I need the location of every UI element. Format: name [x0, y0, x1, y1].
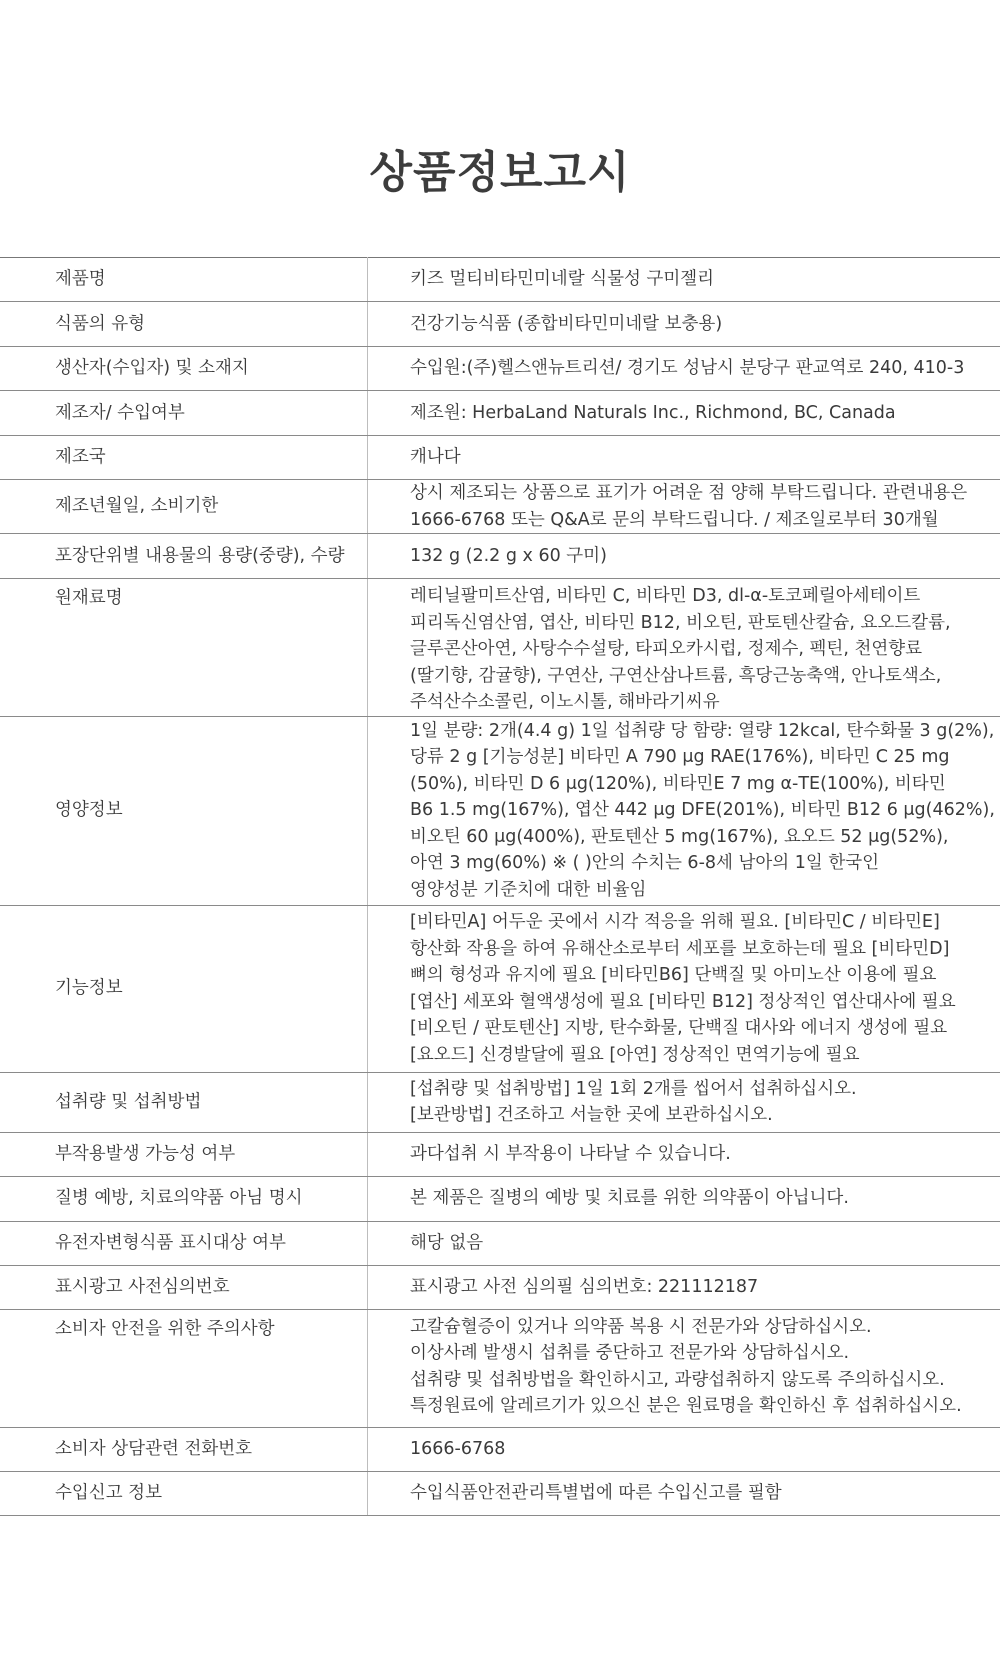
- value-line: 아연 3 mg(60%) ※ ( )안의 수치는 6-8세 남아의 1일 한국인: [410, 853, 880, 874]
- row-value: [368, 579, 1000, 717]
- value-line: 피리독신염산염, 엽산, 비타민 B12, 비오틴, 판토텐산칼슘, 요오드칼륨,: [410, 612, 951, 633]
- product-info-table: [0, 257, 1000, 1516]
- table-row: [0, 347, 1000, 391]
- value-line: 글루콘산아연, 사탕수수설탕, 타피오카시럽, 정제수, 펙틴, 천연향료: [410, 639, 923, 659]
- value-line: [요오드] 신경발달에 필요 [아연] 정상적인 면역기능에 필요: [410, 1044, 860, 1065]
- row-label: 소비자 상담관련 전화번호: [0, 1427, 368, 1471]
- value-line: 제조원: HerbaLand Naturals Inc., Richmond, BC, Canada: [410, 402, 896, 423]
- table-row: [0, 391, 1000, 436]
- value-line: B6 1.5 mg(167%), 엽산 442 μg DFE(201%), 비타민 B12 6 μg(462%),: [410, 800, 995, 821]
- row-label: 생산자(수입자) 및 소재지: [0, 347, 368, 391]
- row-value: [368, 347, 1000, 391]
- value-line: [보관방법] 건조하고 서늘한 곳에 보관하십시오.: [410, 1105, 773, 1125]
- value-line: 영양성분 기준치에 대한 비율임: [410, 879, 647, 900]
- table-row: [0, 1309, 1000, 1427]
- value-line: 상시 제조되는 상품으로 표기가 어려운 점 양해 부탁드립니다. 관련내용은: [410, 483, 968, 503]
- row-label: 식품의 유형: [0, 302, 368, 347]
- table-row: [0, 1221, 1000, 1265]
- value-line: [비타민A] 어두운 곳에서 시각 적응을 위해 필요. [비타민C / 비타민E]: [410, 912, 940, 932]
- row-label: 수입신고 정보: [0, 1471, 368, 1515]
- row-label: 소비자 안전을 위한 주의사항: [0, 1309, 368, 1427]
- table-row: [0, 258, 1000, 302]
- value-line: 표시광고 사전 심의필 심의번호: 221112187: [410, 1276, 759, 1297]
- page-title: 상품정보고시: [369, 147, 631, 198]
- row-value: [368, 1132, 1000, 1176]
- row-value: [368, 1176, 1000, 1221]
- table-row: [0, 905, 1000, 1072]
- table-row: [0, 1132, 1000, 1176]
- value-line: 특정원료에 알레르기가 있으신 분은 원료명을 확인하신 후 섭취하십시오.: [410, 1396, 962, 1416]
- table-row: [0, 436, 1000, 480]
- value-line: 항산화 작용을 하여 유해산소로부터 세포를 보호하는데 필요 [비타민D]: [410, 938, 950, 959]
- table-row: [0, 480, 1000, 534]
- row-value: [368, 391, 1000, 436]
- row-value: [368, 534, 1000, 579]
- value-line: 1666-6768: [410, 1438, 506, 1459]
- row-value: [368, 905, 1000, 1072]
- value-line: 주석산수소콜린, 이노시톨, 해바라기씨유: [410, 692, 720, 712]
- value-line: (50%), 비타민 D 6 μg(120%), 비타민E 7 mg α-TE(100%), 비타민: [410, 773, 946, 794]
- row-value: [368, 480, 1000, 534]
- value-line: 섭취량 및 섭취방법을 확인하시고, 과량섭취하지 않도록 주의하십시오.: [410, 1369, 945, 1390]
- row-label: 포장단위별 내용물의 용량(중량), 수량: [0, 534, 368, 579]
- row-label: 표시광고 사전심의번호: [0, 1265, 368, 1309]
- table-row: [0, 579, 1000, 717]
- table-row: [0, 1471, 1000, 1515]
- value-line: 키즈 멀티비타민미네랄 식물성 구미젤리: [410, 269, 715, 290]
- value-line: [섭취량 및 섭취방법] 1일 1회 2개를 씹어서 섭취하십시오.: [410, 1078, 857, 1099]
- row-label: 기능정보: [0, 905, 368, 1072]
- row-label: 부작용발생 가능성 여부: [0, 1132, 368, 1176]
- value-line: [비오틴 / 판토텐산] 지방, 탄수화물, 단백질 대사와 에너지 생성에 필요: [410, 1018, 948, 1038]
- value-line: 고칼슘혈증이 있거나 의약품 복용 시 전문가와 상담하십시오.: [410, 1316, 872, 1337]
- value-line: 과다섭취 시 부작용이 나타날 수 있습니다.: [410, 1143, 731, 1164]
- row-label: 제조국: [0, 436, 368, 480]
- row-label: 원재료명: [0, 579, 368, 717]
- value-line: 레티닐팔미트산염, 비타민 C, 비타민 D3, dl-α-토코페릴아세테이트: [410, 586, 921, 606]
- value-line: 뼈의 형성과 유지에 필요 [비타민B6] 단백질 및 아미노산 이용에 필요: [410, 965, 937, 985]
- value-line: 1일 분량: 2개(4.4 g) 1일 섭취량 당 함량: 열량 12kcal, 탄수화물 3 g(2%),: [410, 720, 995, 741]
- row-label: 제조자/ 수입여부: [0, 391, 368, 436]
- table-row: [0, 1265, 1000, 1309]
- row-value: [368, 302, 1000, 347]
- value-line: 비오틴 60 μg(400%), 판토텐산 5 mg(167%), 요오드 52 μg(52%),: [410, 826, 949, 847]
- row-label: 유전자변형식품 표시대상 여부: [0, 1221, 368, 1265]
- row-value: [368, 1072, 1000, 1132]
- row-label: 질병 예방, 치료의약품 아님 명시: [0, 1176, 368, 1221]
- row-value: [368, 1471, 1000, 1515]
- table-row: [0, 302, 1000, 347]
- table-row: [0, 1072, 1000, 1132]
- value-line: 수입식품안전관리특별법에 따른 수입신고를 필함: [410, 1482, 782, 1503]
- row-value: [368, 1427, 1000, 1471]
- value-line: (딸기향, 감귤향), 구연산, 구연산삼나트륨, 흑당근농축액, 안나토색소,: [410, 665, 942, 686]
- table-row: [0, 534, 1000, 579]
- table-row: [0, 716, 1000, 905]
- row-label: 영양정보: [0, 716, 368, 905]
- value-line: 해당 없음: [410, 1232, 484, 1253]
- row-value: [368, 436, 1000, 480]
- value-line: 132 g (2.2 g x 60 구미): [410, 545, 607, 566]
- value-line: 건강기능식품 (종합비타민미네랄 보충용): [410, 313, 723, 334]
- row-value: [368, 1309, 1000, 1427]
- value-line: 캐나다: [410, 447, 461, 468]
- value-line: 1666-6768 또는 Q&A로 문의 부탁드립니다. / 제조일로부터 30개월: [410, 509, 939, 530]
- row-value: [368, 716, 1000, 905]
- value-line: [엽산] 세포와 혈액생성에 필요 [비타민 B12] 정상적인 엽산대사에 필요: [410, 991, 956, 1012]
- row-value: [368, 258, 1000, 302]
- row-label: 제조년월일, 소비기한: [0, 480, 368, 534]
- row-value: [368, 1221, 1000, 1265]
- value-line: 수입원:(주)헬스앤뉴트리션/ 경기도 성남시 분당구 판교역로 240, 410-3: [410, 358, 965, 379]
- value-line: 본 제품은 질병의 예방 및 치료를 위한 의약품이 아닙니다.: [410, 1188, 849, 1209]
- row-value: [368, 1265, 1000, 1309]
- value-line: 당류 2 g [기능성분] 비타민 A 790 μg RAE(176%), 비타민 C 25 mg: [410, 747, 950, 768]
- table-row: [0, 1427, 1000, 1471]
- row-label: 제품명: [0, 258, 368, 302]
- row-label: 섭취량 및 섭취방법: [0, 1072, 368, 1132]
- table-row: [0, 1176, 1000, 1221]
- value-line: 이상사례 발생시 섭취를 중단하고 전문가와 상담하십시오.: [410, 1343, 850, 1363]
